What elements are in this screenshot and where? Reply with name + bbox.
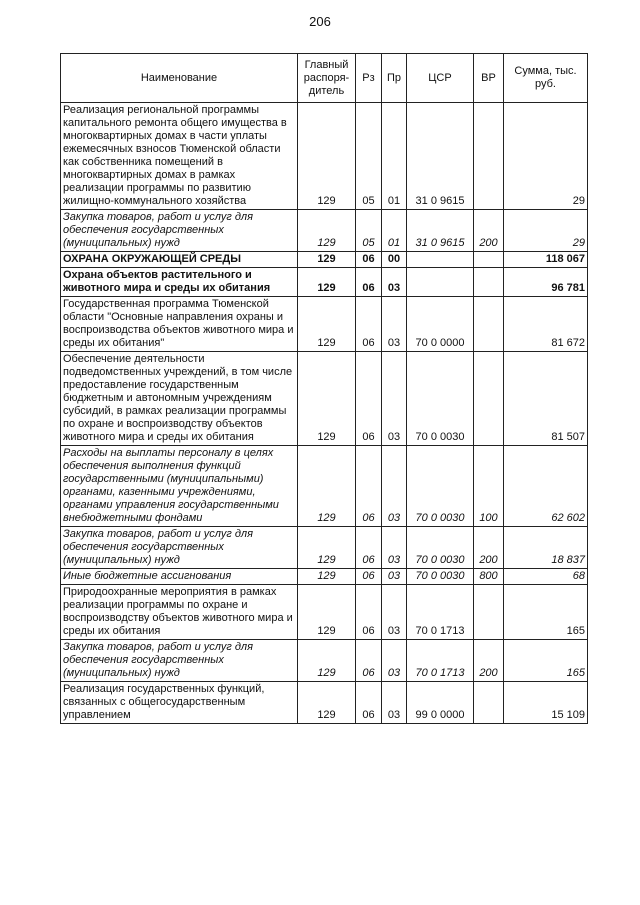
cell-pr: 03 bbox=[382, 352, 407, 446]
budget-table bbox=[60, 53, 588, 724]
cell-csr: 31 0 9615 bbox=[407, 210, 474, 252]
cell-vr: 200 bbox=[474, 210, 504, 252]
cell-chief: 129 bbox=[298, 210, 356, 252]
cell-chief: 129 bbox=[298, 352, 356, 446]
table-row bbox=[61, 682, 588, 724]
table-row bbox=[61, 640, 588, 682]
cell-vr bbox=[474, 252, 504, 268]
cell-sum: 81 507 bbox=[504, 352, 588, 446]
cell-name: Природоохранные мероприятия в рамках реализации программы по охране и воспроизводству объектов животного мира и среды их обитания bbox=[61, 585, 298, 640]
table-row bbox=[61, 210, 588, 252]
cell-rz: 06 bbox=[356, 446, 382, 527]
cell-pr: 03 bbox=[382, 527, 407, 569]
cell-vr bbox=[474, 297, 504, 352]
table-row bbox=[61, 569, 588, 585]
cell-pr: 03 bbox=[382, 446, 407, 527]
table-row bbox=[61, 585, 588, 640]
cell-vr bbox=[474, 268, 504, 297]
table-row bbox=[61, 252, 588, 268]
cell-rz: 05 bbox=[356, 210, 382, 252]
cell-name: Закупка товаров, работ и услуг для обеспечения государственных (муниципальных) нужд bbox=[61, 527, 298, 569]
cell-vr bbox=[474, 103, 504, 210]
cell-rz: 06 bbox=[356, 682, 382, 724]
cell-pr: 03 bbox=[382, 569, 407, 585]
cell-name: Реализация государственных функций, связанных с общегосударственным управлением bbox=[61, 682, 298, 724]
table-header-row bbox=[61, 54, 588, 103]
cell-chief: 129 bbox=[298, 297, 356, 352]
cell-pr: 03 bbox=[382, 297, 407, 352]
cell-rz: 06 bbox=[356, 252, 382, 268]
cell-vr: 200 bbox=[474, 640, 504, 682]
cell-csr bbox=[407, 252, 474, 268]
cell-name: ОХРАНА ОКРУЖАЮЩЕЙ СРЕДЫ bbox=[61, 252, 298, 268]
cell-csr: 70 0 0030 bbox=[407, 352, 474, 446]
cell-name: Охрана объектов растительного и животного мира и среды их обитания bbox=[61, 268, 298, 297]
cell-name: Расходы на выплаты персоналу в целях обеспечения выполнения функций государственными (муниципальными) органами, казенными учреждениями, органами управления государственными внебюджетными фондами bbox=[61, 446, 298, 527]
cell-rz: 06 bbox=[356, 640, 382, 682]
cell-chief: 129 bbox=[298, 268, 356, 297]
cell-sum: 29 bbox=[504, 210, 588, 252]
header-name: Наименование bbox=[61, 54, 298, 103]
cell-name: Закупка товаров, работ и услуг для обеспечения государственных (муниципальных) нужд bbox=[61, 640, 298, 682]
cell-pr: 00 bbox=[382, 252, 407, 268]
cell-chief: 129 bbox=[298, 640, 356, 682]
header-pr: Пр bbox=[382, 54, 407, 103]
header-vr: ВР bbox=[474, 54, 504, 103]
cell-vr: 800 bbox=[474, 569, 504, 585]
table-row bbox=[61, 103, 588, 210]
cell-name: Реализация региональной программы капитального ремонта общего имущества в многоквартирных домах в части уплаты ежемесячных взносов Тюменской области как собственника помещений в многоквартирных домах в рамках реализации программы по развитию жилищно-коммунального хозяйства bbox=[61, 103, 298, 210]
cell-sum: 15 109 bbox=[504, 682, 588, 724]
cell-sum: 118 067 bbox=[504, 252, 588, 268]
page-number: 206 bbox=[309, 14, 331, 29]
cell-csr: 31 0 9615 bbox=[407, 103, 474, 210]
cell-sum: 18 837 bbox=[504, 527, 588, 569]
cell-chief: 129 bbox=[298, 527, 356, 569]
cell-chief: 129 bbox=[298, 585, 356, 640]
table-row bbox=[61, 446, 588, 527]
cell-vr: 200 bbox=[474, 527, 504, 569]
cell-sum: 81 672 bbox=[504, 297, 588, 352]
cell-csr: 70 0 1713 bbox=[407, 585, 474, 640]
cell-vr bbox=[474, 682, 504, 724]
cell-csr: 70 0 1713 bbox=[407, 640, 474, 682]
header-sum: Сумма, тыс. руб. bbox=[504, 54, 588, 103]
cell-chief: 129 bbox=[298, 446, 356, 527]
cell-sum: 165 bbox=[504, 640, 588, 682]
table-row bbox=[61, 268, 588, 297]
cell-rz: 06 bbox=[356, 297, 382, 352]
cell-chief: 129 bbox=[298, 569, 356, 585]
cell-csr: 70 0 0000 bbox=[407, 297, 474, 352]
cell-name: Закупка товаров, работ и услуг для обеспечения государственных (муниципальных) нужд bbox=[61, 210, 298, 252]
cell-pr: 01 bbox=[382, 210, 407, 252]
cell-sum: 165 bbox=[504, 585, 588, 640]
cell-chief: 129 bbox=[298, 252, 356, 268]
cell-name: Иные бюджетные ассигнования bbox=[61, 569, 298, 585]
cell-sum: 96 781 bbox=[504, 268, 588, 297]
cell-chief: 129 bbox=[298, 103, 356, 210]
cell-pr: 03 bbox=[382, 585, 407, 640]
cell-vr bbox=[474, 352, 504, 446]
cell-csr: 70 0 0030 bbox=[407, 569, 474, 585]
cell-rz: 06 bbox=[356, 569, 382, 585]
cell-rz: 06 bbox=[356, 527, 382, 569]
table-row bbox=[61, 527, 588, 569]
cell-name: Обеспечение деятельности подведомственных учреждений, в том числе предоставление государственным бюджетным и автономным учреждениям субсидий, в рамках реализации программы по охране и воспроизводству объектов животного мира и среды их обитания bbox=[61, 352, 298, 446]
cell-csr: 70 0 0030 bbox=[407, 527, 474, 569]
cell-csr: 70 0 0030 bbox=[407, 446, 474, 527]
cell-sum: 29 bbox=[504, 103, 588, 210]
cell-rz: 06 bbox=[356, 585, 382, 640]
header-csr: ЦСР bbox=[407, 54, 474, 103]
cell-pr: 01 bbox=[382, 103, 407, 210]
header-chief: Главный распоря-дитель bbox=[298, 54, 356, 103]
cell-rz: 06 bbox=[356, 268, 382, 297]
cell-vr bbox=[474, 585, 504, 640]
cell-sum: 62 602 bbox=[504, 446, 588, 527]
cell-vr: 100 bbox=[474, 446, 504, 527]
cell-rz: 05 bbox=[356, 103, 382, 210]
cell-pr: 03 bbox=[382, 268, 407, 297]
cell-sum: 68 bbox=[504, 569, 588, 585]
cell-pr: 03 bbox=[382, 682, 407, 724]
cell-pr: 03 bbox=[382, 640, 407, 682]
cell-rz: 06 bbox=[356, 352, 382, 446]
header-rz: Рз bbox=[356, 54, 382, 103]
cell-csr: 99 0 0000 bbox=[407, 682, 474, 724]
cell-csr bbox=[407, 268, 474, 297]
cell-name: Государственная программа Тюменской области "Основные направления охраны и воспроизводства объектов животного мира и среды их обитания" bbox=[61, 297, 298, 352]
table-row bbox=[61, 352, 588, 446]
cell-chief: 129 bbox=[298, 682, 356, 724]
table-row bbox=[61, 297, 588, 352]
